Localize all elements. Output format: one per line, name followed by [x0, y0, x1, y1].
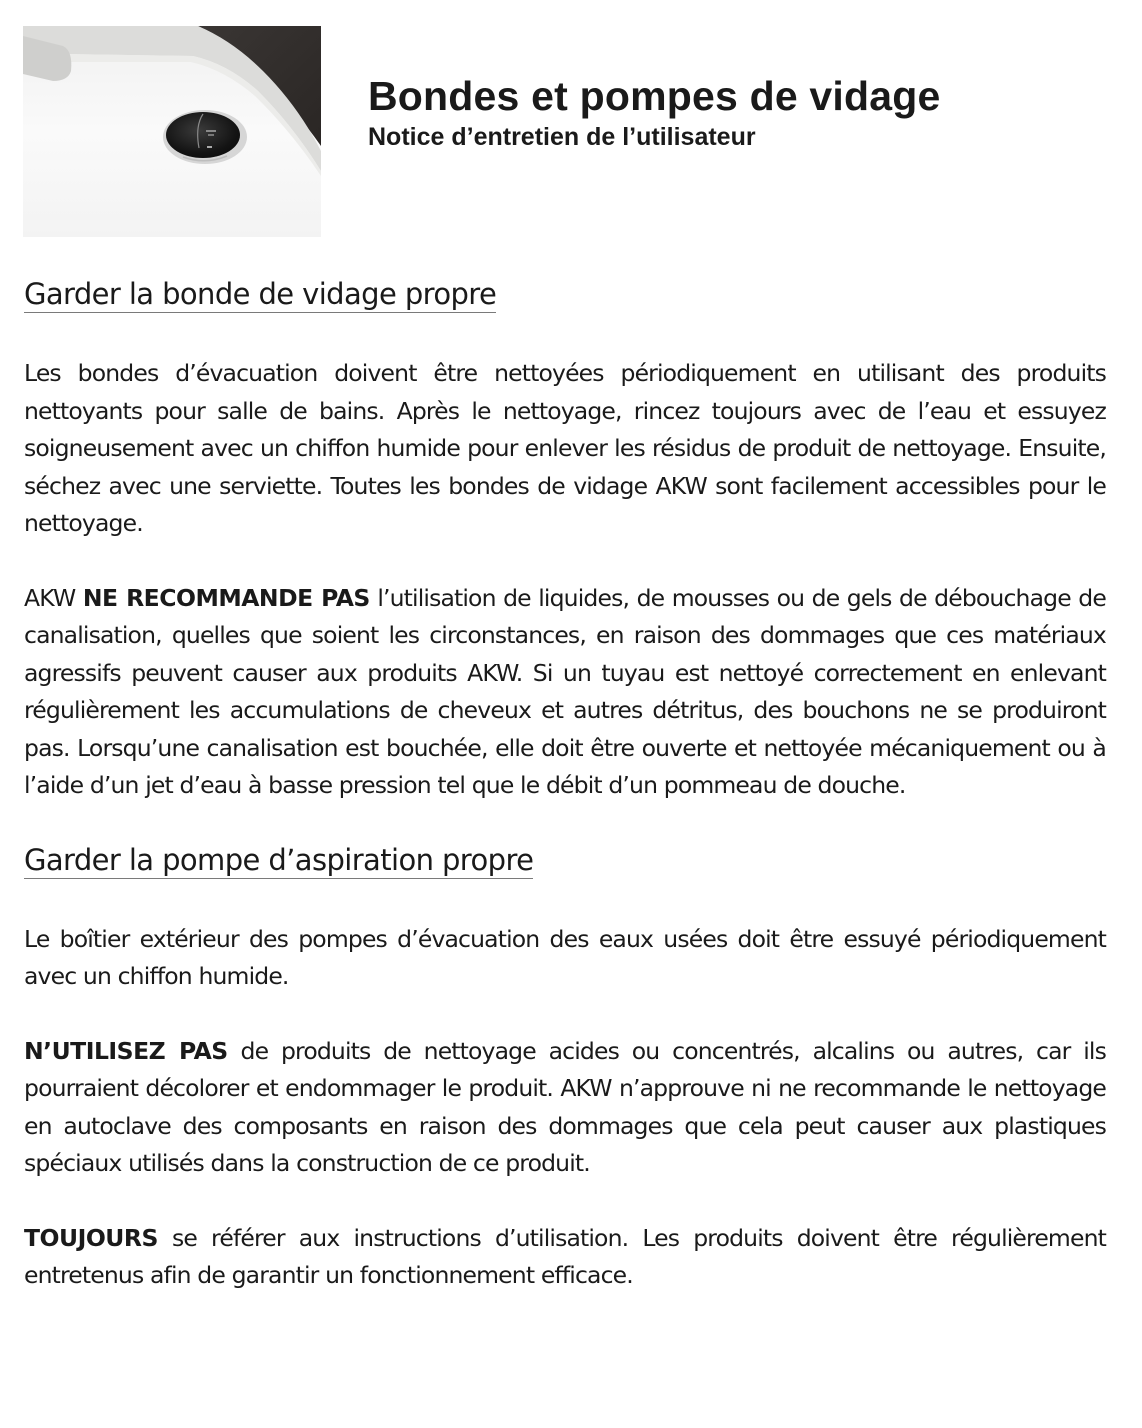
- paragraph-pump-warning: [24, 1033, 1106, 1183]
- product-photo: [23, 26, 321, 237]
- paragraph-pump-cleaning: [24, 921, 1106, 996]
- warning-emphasis: NE RECOMMANDE PAS: [82, 583, 370, 612]
- paragraph-always-refer: [24, 1220, 1106, 1295]
- paragraph-prefix: AKW: [24, 583, 83, 612]
- paragraph-drain-cleaning: [24, 355, 1106, 543]
- paragraph-text: Les bondes d’évacuation doivent être nettoyées périodiquement en utilisant des produits nettoyants pour salle de bains. Après le nettoyage, rincez toujours avec de l’eau et essuyez soigneusement avec un chiffon humide pour enlever les résidus de produit de nettoyage. Ensuite, séchez avec une serviette. Toutes les bondes de vidage AKW sont facilement accessibles pour le nettoyage.: [24, 359, 1106, 537]
- warning-emphasis: N’UTILISEZ PAS: [24, 1036, 228, 1065]
- paragraph-text: de produits de nettoyage acides ou concentrés, alcalins ou autres, car ils pourraient décolorer et endommager le produit. AKW n’approuve ni ne recommande le nettoyage en autoclave des composants en raison des dommages que cela peut causer aux plastiques spéciaux utilisés dans la construction de ce produit.: [24, 1036, 1106, 1177]
- section-pump: [24, 842, 1106, 879]
- shower-drain-image: [23, 26, 321, 237]
- paragraph-text: se référer aux instructions d’utilisation. Les produits doivent être régulièrement entretenus afin de garantir un fonctionnement efficace.: [24, 1223, 1106, 1289]
- section-drain: [24, 276, 1106, 313]
- document-header: [368, 72, 941, 152]
- paragraph-drain-warning: [24, 580, 1106, 805]
- document-body: [24, 276, 1106, 1295]
- document-title: Bondes et pompes de vidage: [368, 73, 941, 119]
- section-heading-pump: Garder la pompe d’aspiration propre: [24, 842, 534, 877]
- section-heading-drain: Garder la bonde de vidage propre: [24, 277, 497, 311]
- paragraph-text: Le boîtier extérieur des pompes d’évacuation des eaux usées doit être essuyé périodiquement avec un chiffon humide.: [24, 924, 1106, 990]
- paragraph-text: l’utilisation de liquides, de mousses ou de gels de débouchage de canalisation, quelles que soient les circonstances, en raison des dommages que ces matériaux agressifs peuvent causer aux produits AKW. Si un tuyau est nettoyé correctement en enlevant régulièrement les accumulations de cheveux et autres détritus, des bouchons ne se produiront pas. Lorsqu’une canalisation est bouchée, elle doit être ouverte et nettoyée mécaniquement ou à l’aide d’un jet d’eau à basse pression tel que le débit d’un pommeau de douche.: [24, 583, 1106, 799]
- always-emphasis: TOUJOURS: [24, 1223, 158, 1252]
- document-subtitle: Notice d’entretien de l’utilisateur: [368, 123, 756, 151]
